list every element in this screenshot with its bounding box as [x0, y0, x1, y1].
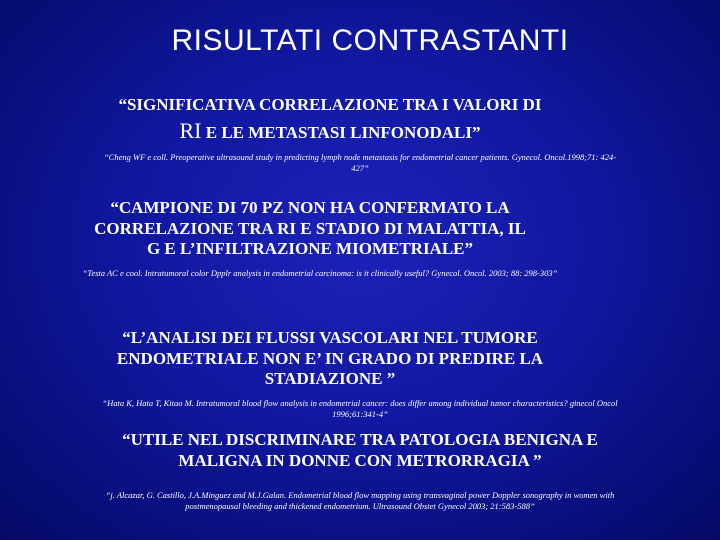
section-2-citation: [20, 268, 620, 279]
citation-line: 427”: [351, 163, 369, 174]
slide-title: RISULTATI CONTRASTANTI: [171, 24, 569, 57]
claim-line-rest: E LE METASTASI LINFONODALI”: [201, 122, 481, 142]
citation-line: 1996;61:341-4”: [332, 409, 388, 420]
claim-line: STADIAZIONE ”: [264, 369, 396, 389]
claim-line: “UTILE NEL DISCRIMINARE TRA PATOLOGIA BENIGNA E: [122, 430, 598, 449]
section-2-claim: [20, 198, 600, 260]
claim-line: “L’ANALISI DEI FLUSSI VASCOLARI NEL TUMORE: [122, 328, 538, 347]
claim-line: “SIGNIFICATIVA CORRELAZIONE TRA I VALORI DI: [118, 95, 542, 114]
citation-line: “Hata K, Hata T, Kitao M. Intratumoral blood flow analysis in endometrial cancer: does differ among individual tumor characteristics? ginecol Oncol: [102, 398, 618, 408]
claim-line: CORRELAZIONE TRA RI E STADIO DI MALATTIA, IL: [94, 218, 526, 238]
claim-line: ENDOMETRIALE NON E’ IN GRADO DI PREDIRE LA: [116, 348, 544, 368]
citation-line: “j. Alcazar, G. Castillo, J.A.Minguez and M.J.Galan. Endometrial blood flow mapping using transvaginal power Doppler sonography in women with: [105, 490, 615, 500]
section-3-claim: [40, 328, 620, 390]
section-3-citation: [10, 398, 710, 421]
claim-line: MALIGNA IN DONNE CON METRORRAGIA ”: [178, 450, 542, 470]
claim-highlight: RI: [179, 117, 202, 143]
citation-line: postmenopausal bleeding and thickened endometrium. Ultrasound Obstet Gynecol 2003; 21:583-588”: [185, 501, 535, 512]
section-1-citation: [10, 152, 710, 175]
claim-line: [40, 118, 620, 145]
section-1-claim: [40, 95, 620, 145]
section-1: [40, 95, 620, 145]
claim-line: G E L’INFILTRAZIONE MIOMETRIALE”: [146, 239, 474, 259]
section-4-claim: [35, 430, 685, 471]
citation-line: “Cheng WF e coll. Preoperative ultrasound study in predicting lymph node metastasis for endometrial cancer patients. Gynecol. Oncol.1998;71: 424-: [103, 152, 617, 162]
section-4-citation: [10, 490, 710, 513]
claim-line: “CAMPIONE DI 70 PZ NON HA CONFERMATO LA: [110, 198, 510, 217]
citation-line: “Testa AC e cool. Intratumoral color Dpplr analysis in endometrial carcinoma: is it clinically useful? Gynecol. Oncol. 2003; 88: 298-303”: [82, 268, 558, 278]
